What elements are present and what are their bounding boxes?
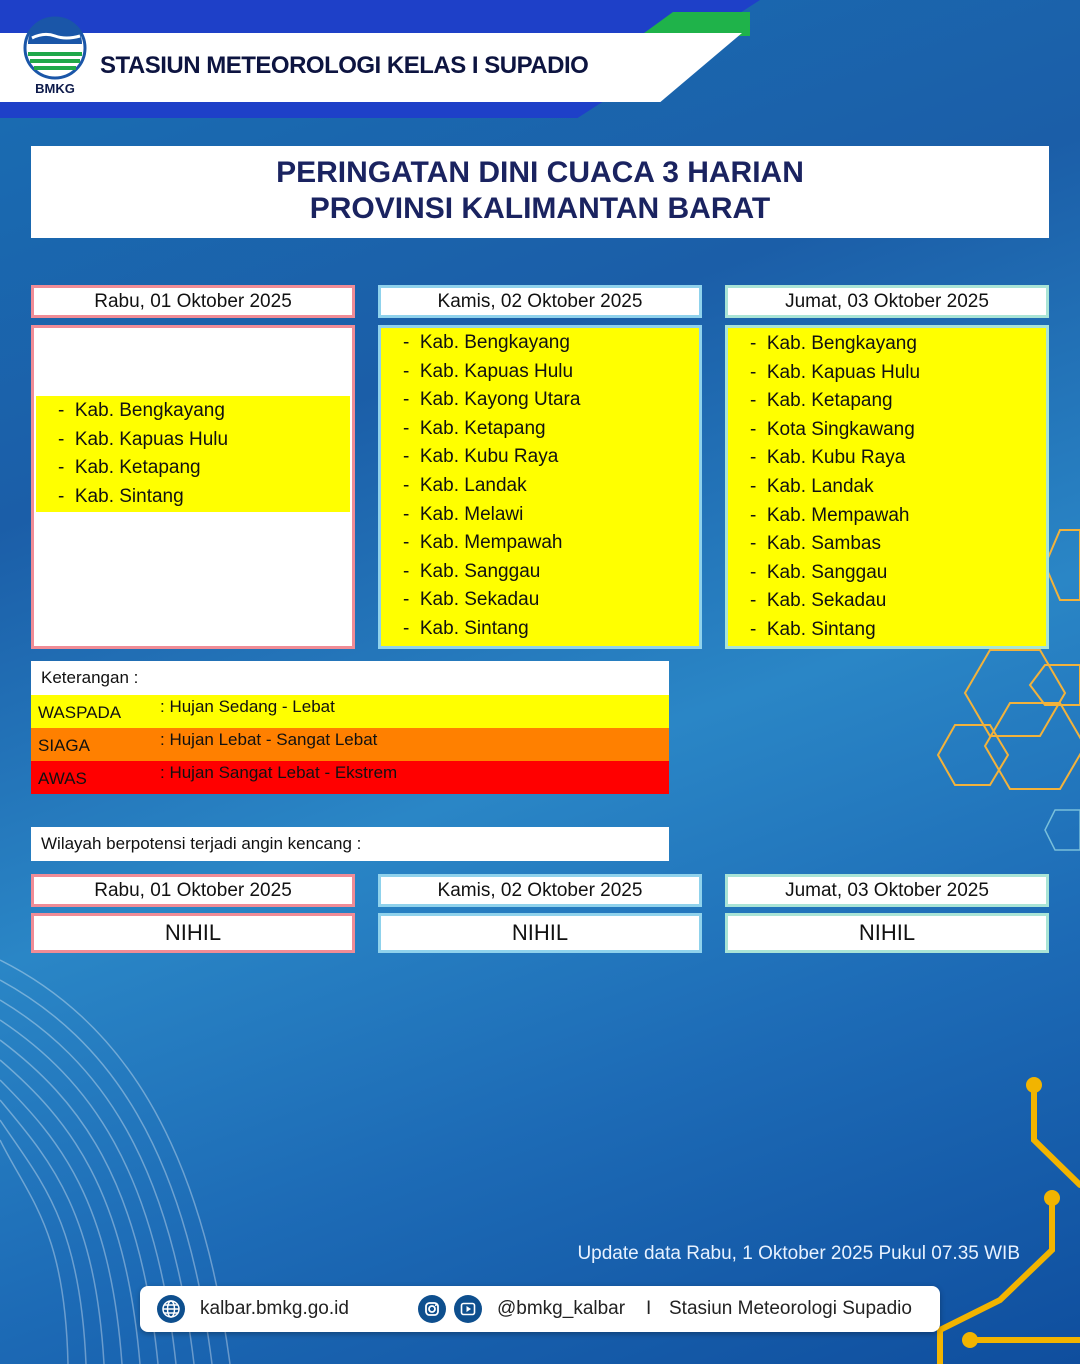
- website-link[interactable]: kalbar.bmkg.go.id: [200, 1298, 349, 1319]
- svg-text:BMKG: BMKG: [35, 81, 75, 96]
- day-1-warning-box: [31, 325, 355, 649]
- wind-day-3-date: Jumat, 03 Oktober 2025: [725, 874, 1049, 907]
- legend-key: AWAS: [38, 769, 87, 788]
- title-box: [31, 146, 1049, 238]
- wind-day-2-date: Kamis, 02 Oktober 2025: [378, 874, 702, 907]
- list-item: - Kab. Ketapang: [750, 390, 893, 412]
- station-name: STASIUN METEOROLOGI KELAS I SUPADIO: [100, 52, 589, 79]
- list-item: - Kab. Sintang: [750, 618, 876, 640]
- list-item: - Kab. Kapuas Hulu: [750, 361, 921, 383]
- day-3-region-list: [725, 325, 1049, 649]
- wind-day-1-value: NIHIL: [31, 913, 355, 953]
- wind-day-2-value: NIHIL: [378, 913, 702, 953]
- legend-key: WASPADA: [38, 703, 122, 722]
- page-title: PERINGATAN DINI CUACA 3 HARIAN: [276, 156, 804, 189]
- instagram-icon[interactable]: [418, 1295, 446, 1323]
- list-item: - Kab. Sekadau: [750, 590, 887, 612]
- list-item: - Kab. Sanggau: [403, 560, 541, 582]
- list-item: - Kab. Ketapang: [58, 457, 201, 479]
- list-item: - Kab. Bengkayang: [403, 332, 570, 353]
- legend-row-waspada: [31, 695, 669, 728]
- bmkg-logo: [22, 14, 88, 98]
- footer-org-name: Stasiun Meteorologi Supadio: [669, 1298, 912, 1319]
- list-item: - Kab. Sintang: [58, 485, 184, 507]
- list-item: - Kab. Kayong Utara: [403, 389, 581, 411]
- legend-title: Keterangan :: [31, 661, 669, 695]
- list-item: - Kab. Kapuas Hulu: [58, 428, 229, 450]
- list-item: - Kab. Kubu Raya: [403, 446, 559, 468]
- list-item: - Kab. Kubu Raya: [750, 447, 906, 469]
- social-handle[interactable]: @bmkg_kalbar: [497, 1298, 626, 1319]
- list-item: - Kab. Sambas: [750, 533, 881, 555]
- list-item: - Kab. Sekadau: [403, 589, 540, 611]
- wind-day-3-value: NIHIL: [725, 913, 1049, 953]
- legend-value: : Hujan Sangat Lebat - Ekstrem: [160, 763, 398, 782]
- list-item: - Kab. Mempawah: [750, 504, 910, 526]
- list-item: - Kab. Melawi: [403, 503, 524, 525]
- day-2-region-list: [378, 325, 702, 649]
- legend-value: : Hujan Sedang - Lebat: [160, 697, 335, 716]
- list-item: - Kab. Landak: [403, 474, 527, 496]
- wind-day-1-date: Rabu, 01 Oktober 2025: [31, 874, 355, 907]
- list-item: - Kab. Landak: [750, 475, 874, 497]
- page-subtitle: PROVINSI KALIMANTAN BARAT: [309, 192, 771, 225]
- wind-title: Wilayah berpotensi terjadi angin kencang :: [31, 827, 669, 861]
- list-item: - Kab. Mempawah: [403, 532, 563, 554]
- day-3-date: Jumat, 03 Oktober 2025: [725, 285, 1049, 318]
- update-timestamp: Update data Rabu, 1 Oktober 2025 Pukul 07.35 WIB: [577, 1243, 1020, 1264]
- list-item: - Kab. Ketapang: [403, 417, 546, 439]
- footer-bar: [140, 1286, 940, 1332]
- day-1-region-list: [36, 396, 350, 512]
- globe-icon: [157, 1295, 185, 1323]
- footer-separator: I: [646, 1298, 652, 1319]
- legend-key: SIAGA: [38, 736, 90, 755]
- list-item: - Kab. Sintang: [403, 617, 529, 639]
- legend-row-awas: [31, 761, 669, 794]
- list-item: - Kab. Kapuas Hulu: [403, 360, 574, 382]
- legend-value: : Hujan Lebat - Sangat Lebat: [160, 730, 378, 749]
- legend-row-siaga: [31, 728, 669, 761]
- list-item: - Kab. Bengkayang: [750, 333, 917, 354]
- list-item: - Kab. Sanggau: [750, 561, 888, 583]
- list-item: - Kab. Bengkayang: [58, 400, 225, 421]
- day-2-date: Kamis, 02 Oktober 2025: [378, 285, 702, 318]
- day-1-date: Rabu, 01 Oktober 2025: [31, 285, 355, 318]
- youtube-icon[interactable]: [454, 1295, 482, 1323]
- list-item: - Kota Singkawang: [750, 418, 915, 440]
